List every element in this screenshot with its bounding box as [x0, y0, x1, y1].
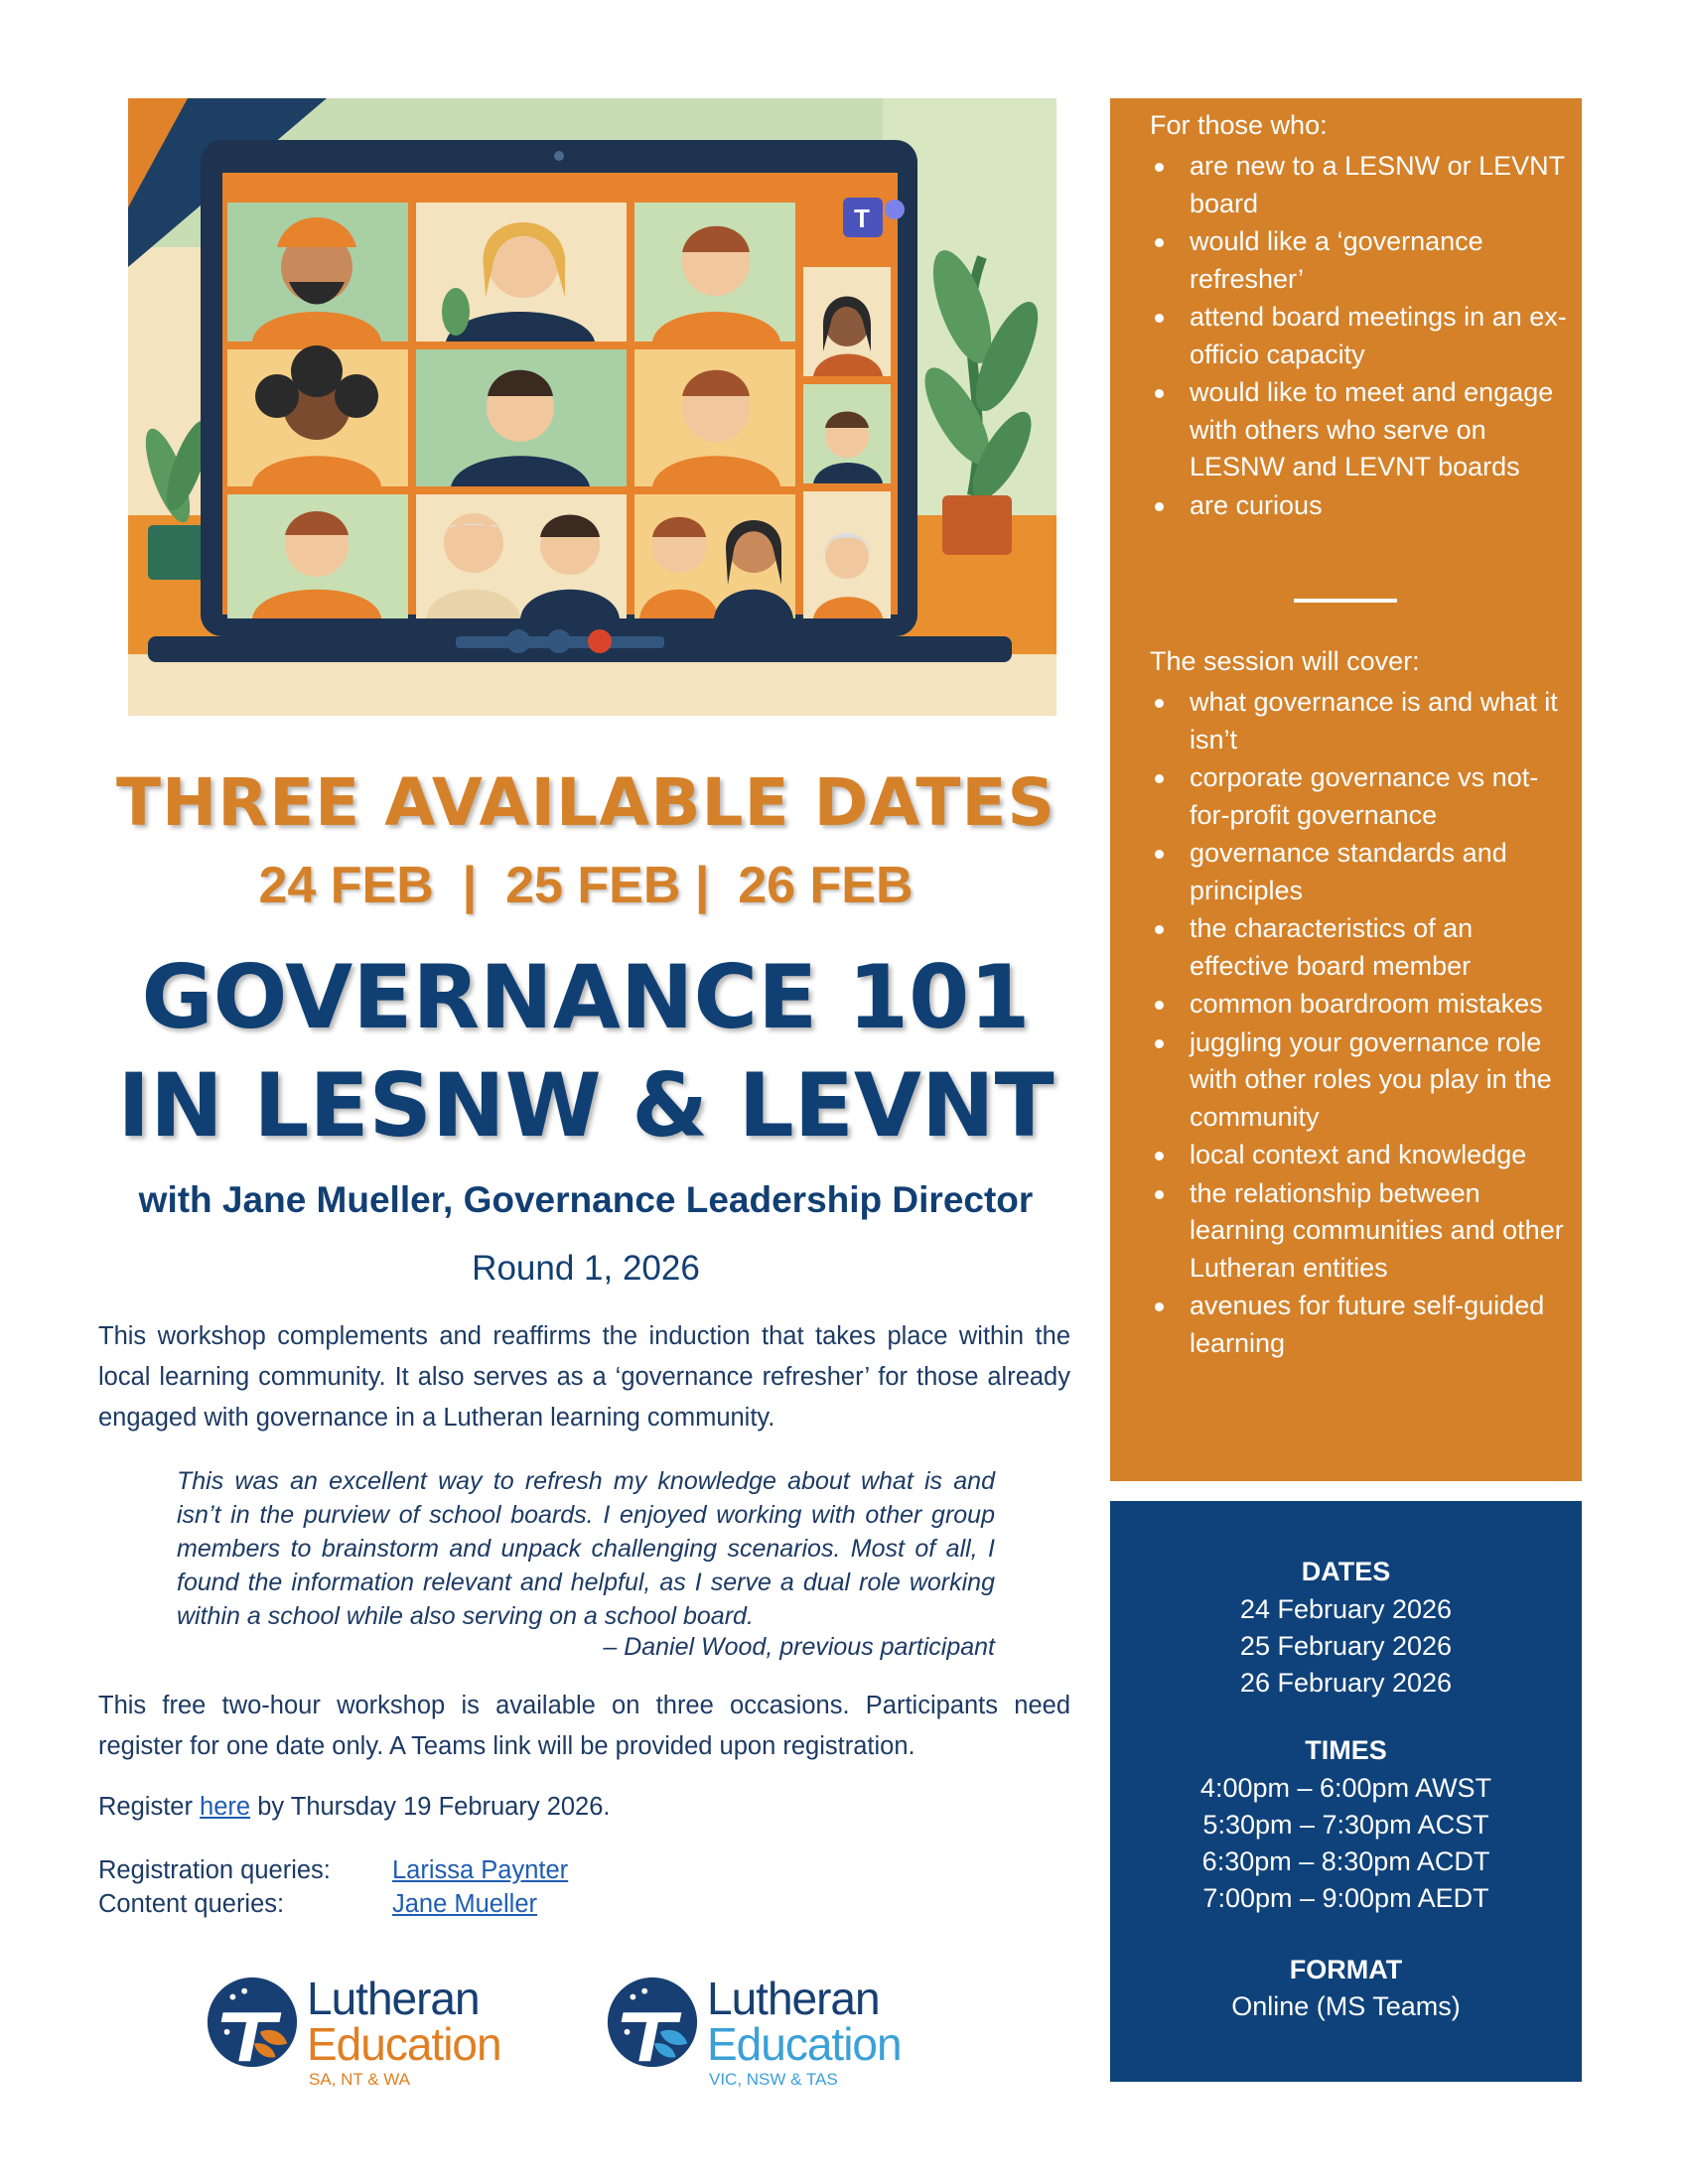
audience-item: would like a ‘governance refresher’ — [1150, 223, 1567, 298]
topic-item: what governance is and what it isn’t — [1150, 684, 1567, 758]
format-heading: FORMAT — [1289, 1955, 1403, 1984]
presenter-line: with Jane Mueller, Governance Leadership Director — [138, 1179, 1034, 1220]
topics-heading: The session will cover: — [1150, 646, 1420, 676]
testimonial-quote: This was an excellent way to refresh my knowledge about what is and isn’t in the purview of school boards. I enjoyed working with other group members to brainstorm and unpack challenging scenarios. Most of all, I found the information relevant and helpful, as I serve a dual role working within a school while also serving on a school board. — [177, 1467, 995, 1630]
topics-list — [1150, 684, 1567, 1363]
sidebar-divider — [1294, 599, 1397, 603]
lutheran-cross-icon — [204, 1974, 301, 2071]
title-line-1: GOVERNANCE 101 — [141, 946, 1031, 1048]
hero-illustration — [128, 98, 1056, 716]
topic-item: corporate governance vs not-for-profit governance — [1150, 759, 1567, 834]
topic-item: avenues for future self-guided learning — [1150, 1288, 1567, 1362]
three-dates-heading: THREE AVAILABLE DATES — [116, 764, 1055, 841]
audience-list — [1150, 148, 1567, 525]
registration-queries-label: Registration queries: — [98, 1856, 331, 1884]
dates-line: 24 FEB | 25 FEB | 26 FEB — [258, 857, 914, 914]
register-line — [98, 1793, 611, 1822]
intro-paragraph: This workshop complements and reaffirms the induction that takes place within the local learning community. It also serves as a ‘governance refresher’ for those already engaged with governance in a Lutheran learning community. — [98, 1322, 1070, 1432]
topic-item: common boardroom mistakes — [1150, 986, 1567, 1024]
topic-item: the relationship between learning communities and other Lutheran entities — [1150, 1175, 1567, 1288]
session-info-box — [1110, 1501, 1582, 2082]
title-line-2: IN LESNW & LEVNT — [117, 1054, 1055, 1157]
logo-lutheran-education-sa-nt-wa — [204, 1974, 521, 2093]
logo-lutheran-education-vic-nsw-tas — [604, 1974, 921, 2093]
audience-item: would like to meet and engage with others who serve on LESNW and LEVNT boards — [1150, 374, 1567, 486]
audience-item: attend board meetings in an ex-officio capacity — [1150, 299, 1567, 373]
topic-item: governance standards and principles — [1150, 835, 1567, 909]
time-item: 6:30pm – 8:30pm ACDT — [1201, 1846, 1490, 1876]
logo-2-line2: Education — [707, 2018, 902, 2070]
time-item: 4:00pm – 6:00pm AWST — [1199, 1773, 1492, 1803]
dates-heading: DATES — [1301, 1557, 1391, 1586]
audience-item: are new to a LESNW or LEVNT board — [1150, 148, 1567, 222]
logo-1-line2: Education — [307, 2018, 501, 2070]
content-contact-link[interactable]: Jane Mueller — [392, 1890, 537, 1918]
topic-item: local context and knowledge — [1150, 1137, 1567, 1174]
registration-contact-link[interactable]: Larissa Paynter — [392, 1856, 569, 1884]
content-queries-label: Content queries: — [98, 1890, 285, 1918]
format-value: Online (MS Teams) — [1231, 1991, 1461, 2021]
svg-text:T: T — [854, 204, 870, 233]
audience-sidebar — [1110, 98, 1582, 1481]
lutheran-cross-icon — [604, 1974, 701, 2071]
date-item: 25 February 2026 — [1239, 1631, 1453, 1661]
time-item: 7:00pm – 9:00pm AEDT — [1202, 1883, 1489, 1913]
register-here-link[interactable]: here — [200, 1793, 251, 1821]
logo-2-region: VIC, NSW & TAS — [709, 2070, 838, 2089]
register-prefix: Register — [98, 1793, 193, 1821]
testimonial-attribution: – Daniel Wood, previous participant — [603, 1633, 995, 1661]
register-suffix: by Thursday 19 February 2026. — [257, 1793, 611, 1821]
registration-queries-row — [98, 1856, 568, 1885]
date-item: 26 February 2026 — [1239, 1668, 1453, 1698]
logo-1-region: SA, NT & WA — [309, 2070, 411, 2089]
time-item: 5:30pm – 7:30pm ACST — [1202, 1810, 1489, 1840]
logo-2-line1: Lutheran — [707, 1973, 880, 2024]
topic-item: the characteristics of an effective board member — [1150, 910, 1567, 985]
topic-item: juggling your governance role with other roles you play in the community — [1150, 1024, 1567, 1137]
details-paragraph: This free two-hour workshop is available on three occasions. Participants need register for one date only. A Teams link will be provided upon registration. — [98, 1692, 1070, 1760]
logo-1-line1: Lutheran — [307, 1973, 480, 2024]
content-queries-row — [98, 1890, 537, 1919]
times-heading: TIMES — [1305, 1735, 1387, 1765]
date-item: 24 February 2026 — [1239, 1594, 1453, 1624]
audience-heading: For those who: — [1150, 110, 1328, 140]
round-label: Round 1, 2026 — [472, 1249, 700, 1288]
audience-item: are curious — [1150, 487, 1567, 525]
